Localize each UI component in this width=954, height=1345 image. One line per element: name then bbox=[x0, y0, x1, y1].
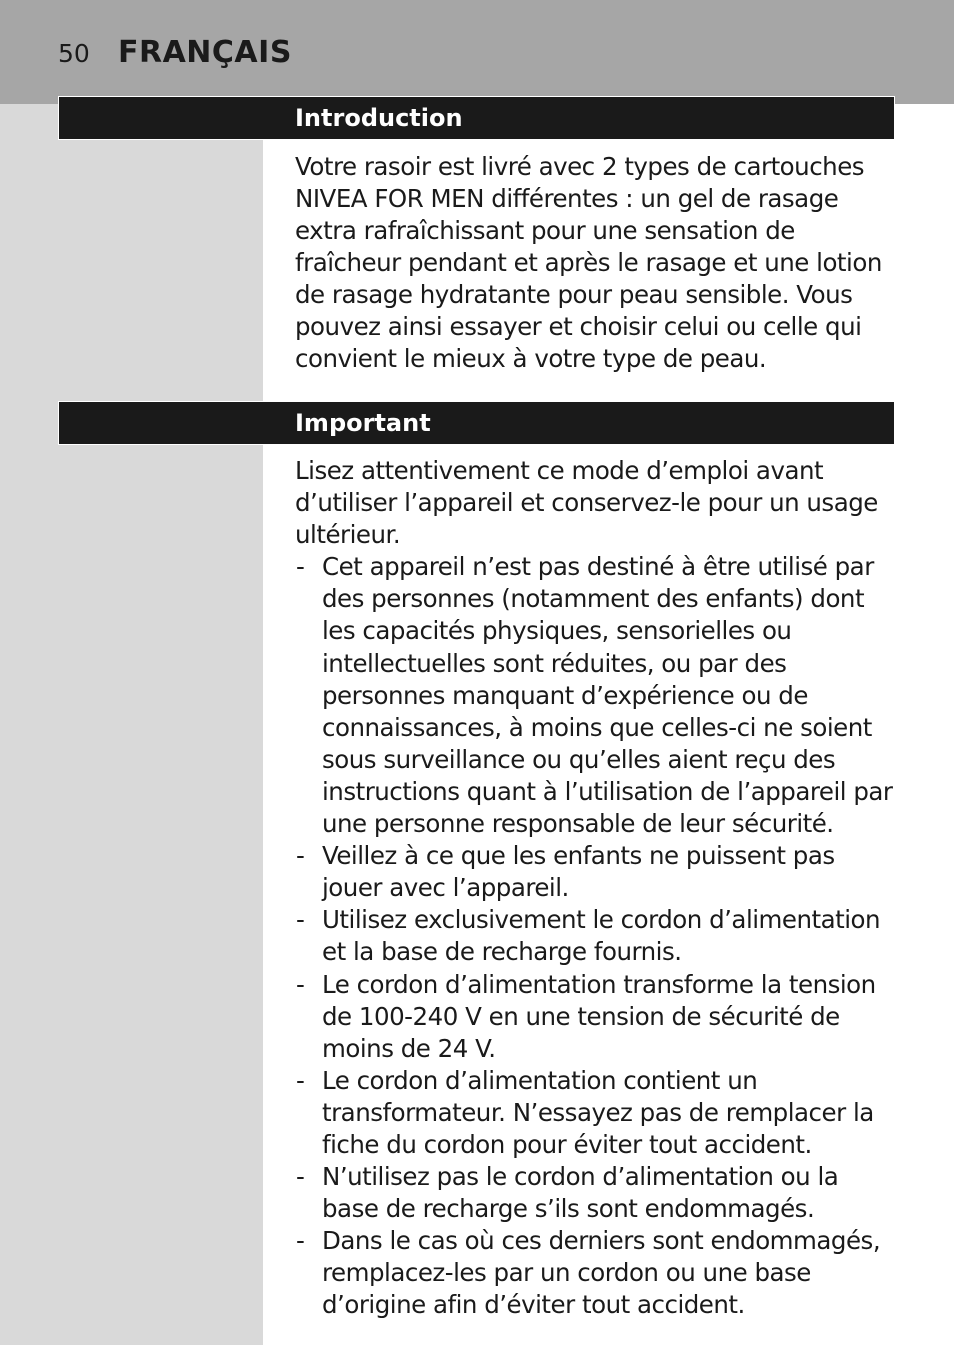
side-margin-band bbox=[0, 104, 263, 1345]
bullet-dash: - bbox=[296, 1065, 305, 1095]
warning-item bbox=[295, 840, 897, 904]
page-number: 50 bbox=[58, 39, 90, 68]
important-section-body bbox=[295, 455, 907, 1322]
warning-item bbox=[295, 1161, 897, 1225]
warning-item-text: Cet appareil n’est pas destiné à être utilisé par des personnes (notamment des enfants) dont les capacités physiques, sensorielles ou intellectuelles sont réduites, ou par des personnes manquant d’expérience ou de connaissances, à moins que celles-ci ne soient sous surveillance ou qu’elles aient reçu des instructions quant à l’utilisation de l’appareil par une personne responsable de leur sécurité. bbox=[322, 552, 893, 839]
section-header-important bbox=[59, 402, 894, 444]
section-title-important: Important bbox=[295, 409, 431, 437]
warning-item bbox=[295, 1225, 897, 1321]
warning-item bbox=[295, 969, 897, 1065]
introduction-paragraph: Votre rasoir est livré avec 2 types de cartouches NIVEA FOR MEN différentes : un gel de rasage extra rafraîchissant pour une sensation de fraîcheur pendant et après le rasage et une lotion de rasage hydratante pour peau sensible. Vous pouvez ainsi essayer et choisir celui ou celle qui convient le mieux à votre type de peau. bbox=[295, 152, 882, 373]
warning-item-text: Utilisez exclusivement le cordon d’alimentation et la base de recharge fournis. bbox=[322, 905, 881, 967]
warning-item-text: Dans le cas où ces derniers sont endommagés, remplacez-les par un cordon ou une base d’origine afin d’éviter tout accident. bbox=[322, 1226, 881, 1320]
bullet-dash: - bbox=[296, 905, 305, 935]
warning-item-text: Le cordon d’alimentation contient un transformateur. N’essayez pas de remplacer la fiche du cordon pour éviter tout accident. bbox=[322, 1065, 874, 1159]
important-intro-paragraph: Lisez attentivement ce mode d’emploi avant d’utiliser l’appareil et conservez-le pour un usage ultérieur. bbox=[295, 456, 878, 550]
warning-item bbox=[295, 904, 897, 968]
bullet-dash: - bbox=[296, 969, 305, 999]
warning-item-text: Le cordon d’alimentation transforme la tension de 100-240 V en une tension de sécurité de moins de 24 V. bbox=[322, 969, 876, 1063]
section-title-introduction: Introduction bbox=[295, 104, 463, 132]
warning-list bbox=[295, 551, 897, 1321]
warning-item-text: N’utilisez pas le cordon d’alimentation ou la base de recharge s’ils sont endommagés. bbox=[322, 1162, 839, 1224]
warning-item-text: Veillez à ce que les enfants ne puissent pas jouer avec l’appareil. bbox=[322, 841, 835, 903]
warning-item bbox=[295, 551, 897, 840]
warning-item bbox=[295, 1065, 897, 1161]
bullet-dash: - bbox=[296, 552, 305, 582]
bullet-dash: - bbox=[296, 841, 305, 871]
bullet-dash: - bbox=[296, 1226, 305, 1256]
bullet-dash: - bbox=[296, 1162, 305, 1192]
page-language-title: FRANÇAIS bbox=[118, 35, 292, 70]
section-header-introduction bbox=[59, 97, 894, 139]
